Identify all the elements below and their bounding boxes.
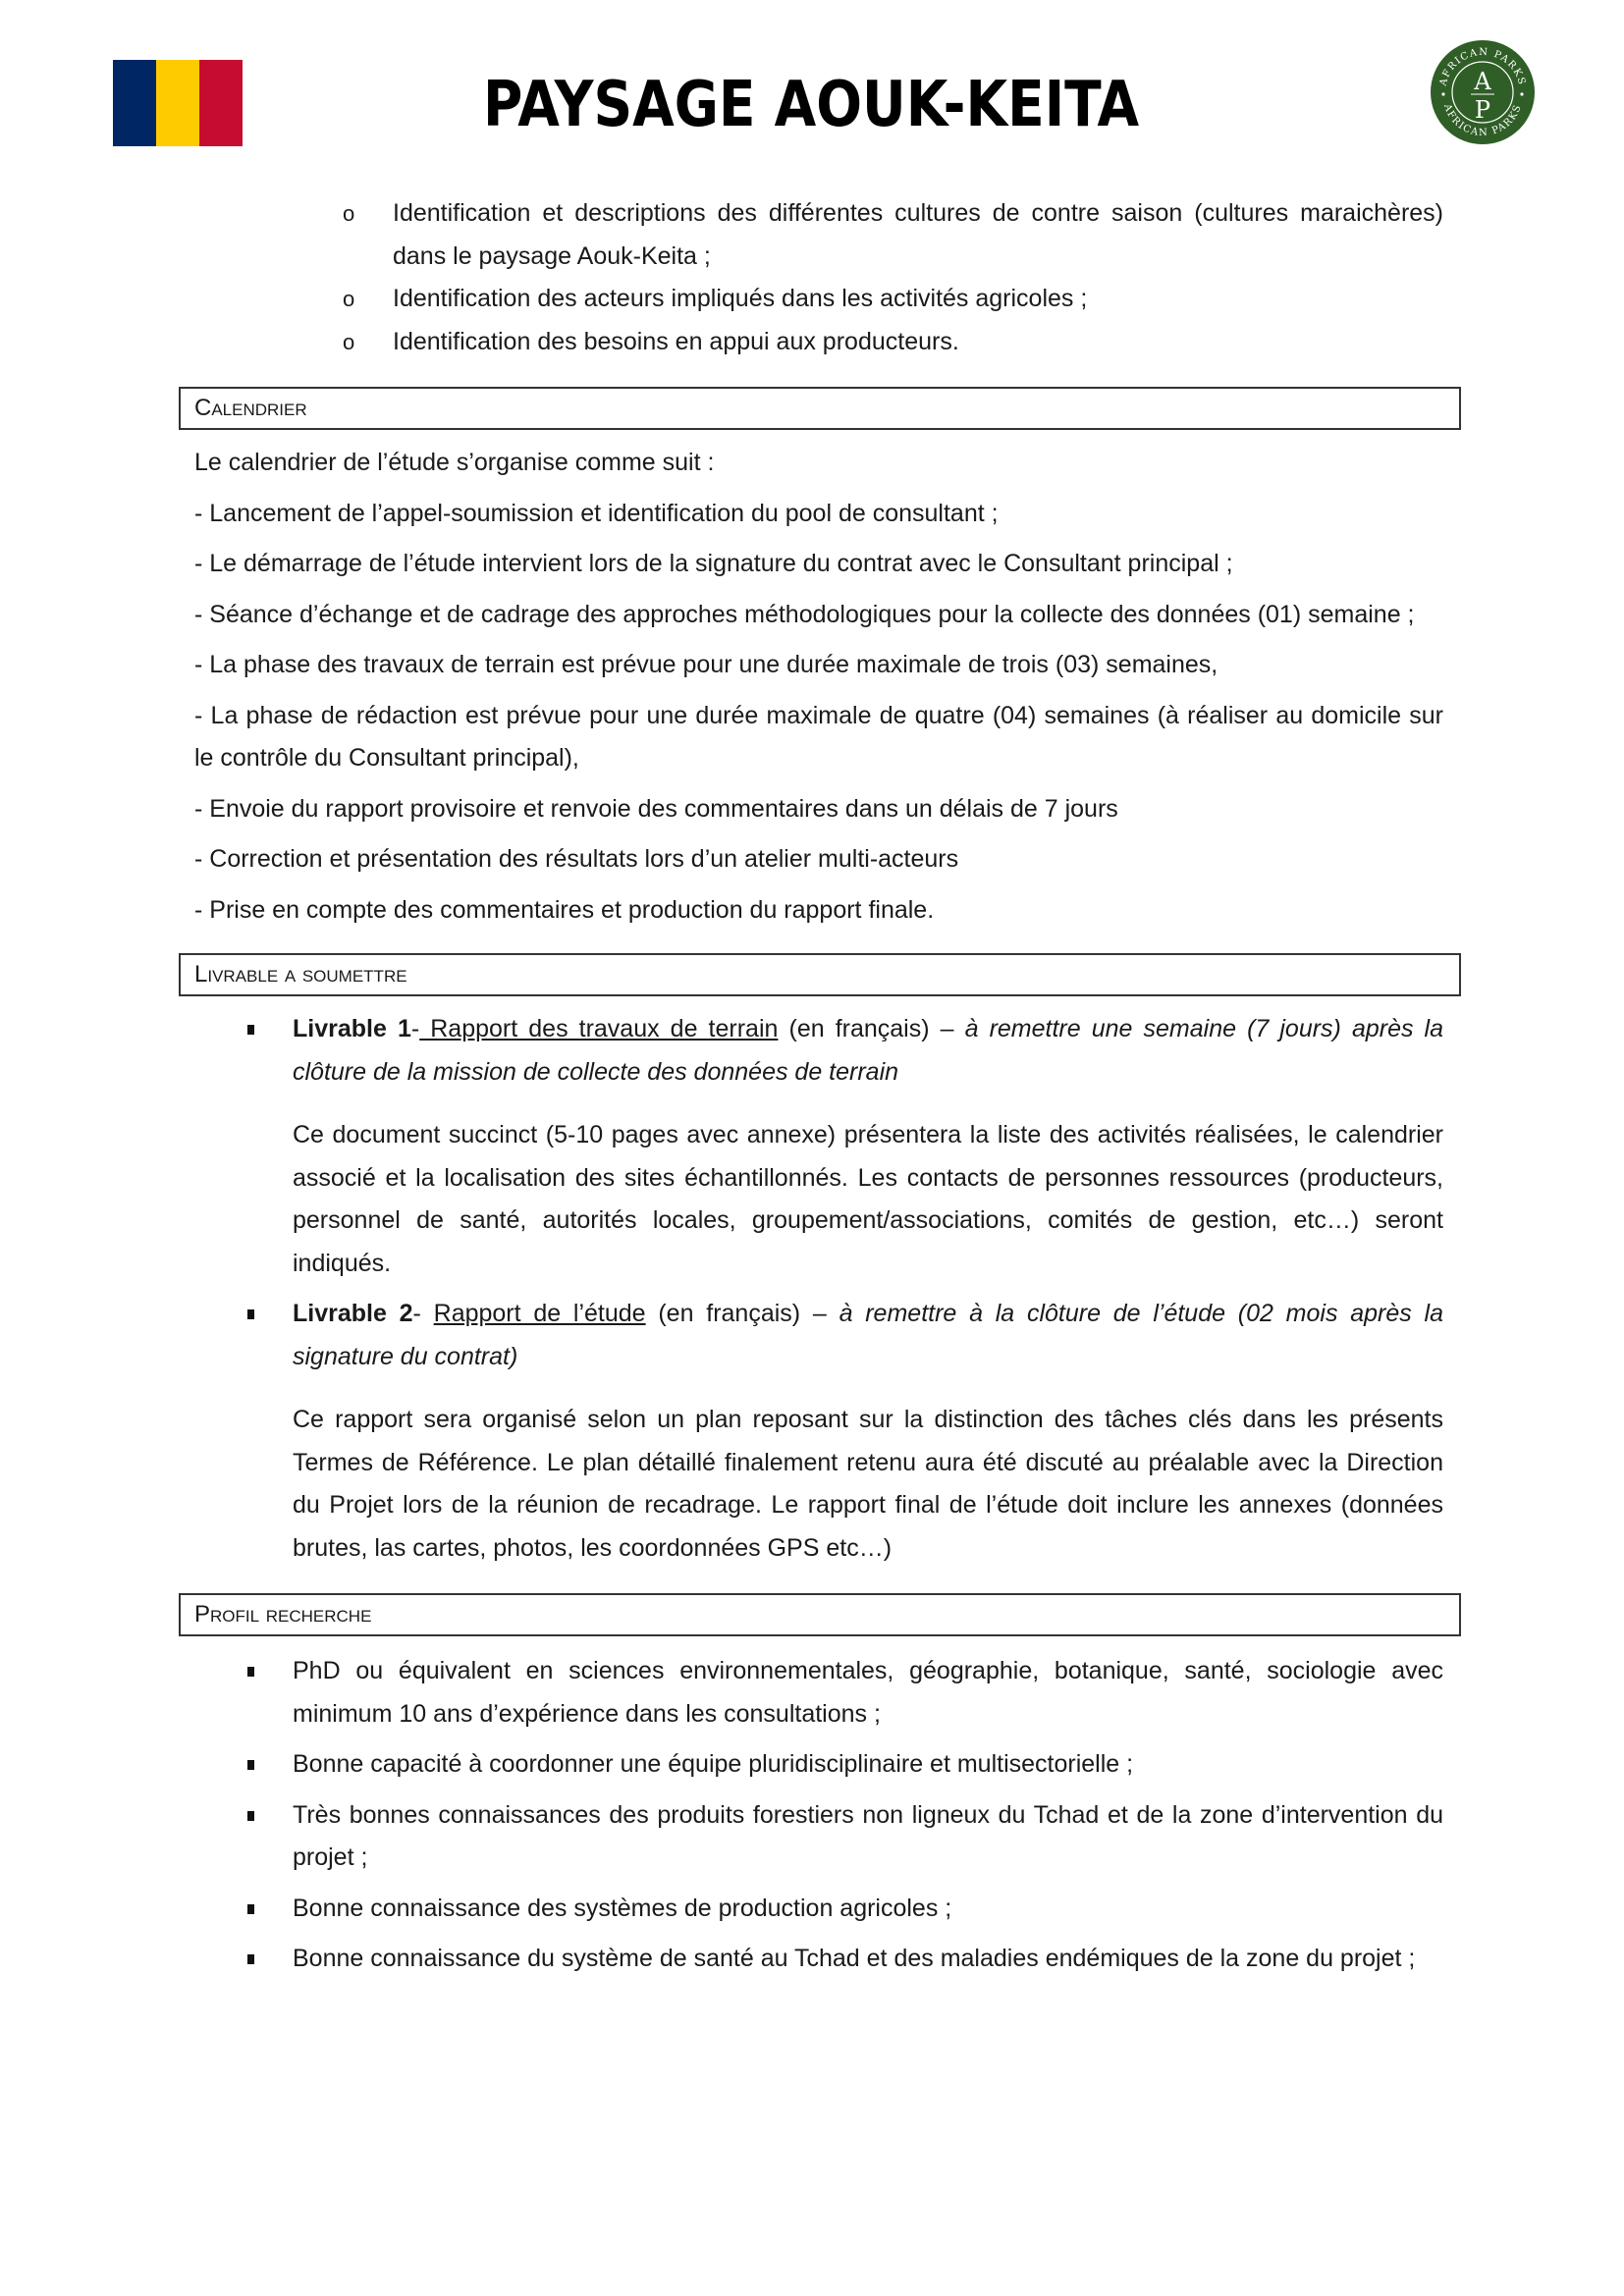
livrable-deadline: à remettre à la clôture de l’étude (02 mois après la signature du contrat) — [293, 1300, 1443, 1370]
calendrier-item: - Séance d’échange et de cadrage des approches méthodologiques pour la collecte des données (01) semaine ; — [194, 600, 1415, 628]
section-heading-livrables: Livrable a soumettre — [179, 953, 1461, 996]
list-item: o Identification des besoins en appui aux producteurs. — [179, 321, 1461, 364]
calendrier-item: - Correction et présentation des résultats lors d’un atelier multi-acteurs — [194, 845, 959, 873]
african-parks-logo — [1430, 39, 1536, 145]
section-heading-calendrier: Calendrier — [179, 387, 1461, 430]
livrable-title: Rapport de l’étude — [433, 1300, 646, 1327]
calendrier-item: - Le démarrage de l’étude intervient lors de la signature du contrat avec le Consultant principal ; — [194, 550, 1233, 577]
list-item: o Identification des acteurs impliqués dans les activités agricoles ; — [179, 278, 1461, 321]
logo-monogram-a: A — [1474, 68, 1491, 95]
circle-bullet-icon: o — [343, 287, 355, 311]
livrable-label: Livrable 1 — [293, 1015, 411, 1042]
livrable-label: Livrable 2 — [293, 1300, 413, 1327]
livrable-item: Livrable 1- Rapport des travaux de terrain (en français) – à remettre une semaine (7 jours) après la clôture de la mission de collecte des données de terrain Ce document succinct (5-10 pages avec annexe) présentera la liste des activités réalisées, le calendrier associé et la localisation des sites échantillonnés. Les contacts de personnes ressources (producteurs, personnel de santé, autorités locales, groupement/associations, comités de gestion, etc…) seront indiqués. — [179, 1008, 1461, 1285]
section-heading-profil: Profil recherche — [179, 1593, 1461, 1636]
square-bullet-icon — [247, 1025, 254, 1035]
list-item: o Identification et descriptions des différentes cultures de contre saison (cultures maraichères) dans le paysage Aouk-Keita ; — [179, 192, 1461, 278]
livrable-title: Rapport des travaux de terrain — [419, 1015, 779, 1042]
livrable-description: Ce document succinct (5-10 pages avec annexe) présentera la liste des activités réalisées, le calendrier associé et la localisation des sites échantillonnés. Les contacts de personnes ressources (producteurs, personnel de santé, autorités locales, groupement/associations, comités de gestion, etc…) seront indiqués. — [293, 1121, 1443, 1277]
profil-item: Bonne connaissance du système de santé au Tchad et des maladies endémiques de la zone du projet ; — [179, 1938, 1461, 1981]
document-body — [179, 192, 1461, 1981]
livrable-deadline: à remettre une semaine (7 jours) après la clôture de la mission de collecte des données de terrain — [293, 1015, 1444, 1086]
square-bullet-icon — [247, 1667, 254, 1677]
circle-bullet-icon: o — [343, 201, 355, 226]
livrables-list — [179, 1008, 1461, 1570]
profil-item: Très bonnes connaissances des produits forestiers non ligneux du Tchad et de la zone d’intervention du projet ; — [179, 1794, 1461, 1880]
logo-ring-text-top: AFRICAN PARKS — [1437, 46, 1528, 87]
logo-ring-text-bottom: AFRICAN PARKS — [1441, 102, 1524, 139]
profil-list — [179, 1650, 1461, 1981]
profil-item: Bonne capacité à coordonner une équipe pluridisciplinaire et multisectorielle ; — [179, 1743, 1461, 1787]
circle-bullet-icon: o — [343, 329, 355, 354]
square-bullet-icon — [247, 1954, 254, 1964]
objectives-list — [179, 192, 1461, 363]
livrable-description: Ce rapport sera organisé selon un plan reposant sur la distinction des tâches clés dans les présents Termes de Référence. Le plan détaillé finalement retenu aura été discuté au préalable avec la Direction du Projet lors de la réunion de recadrage. Le rapport final de l’étude doit inclure les annexes (données brutes, las cartes, photos, les coordonnées GPS etc…) — [293, 1406, 1443, 1562]
calendrier-list — [179, 442, 1461, 932]
square-bullet-icon — [247, 1309, 254, 1319]
square-bullet-icon — [247, 1811, 254, 1821]
calendrier-item: - Envoie du rapport provisoire et renvoie des commentaires dans un délais de 7 jours — [194, 794, 1118, 823]
calendrier-item: - La phase de rédaction est prévue pour une durée maximale de quatre (04) semaines (à réaliser au domicile sur le contrôle du Consultant principal), — [194, 701, 1443, 772]
square-bullet-icon — [247, 1904, 254, 1914]
profil-item: Bonne connaissance des systèmes de production agricoles ; — [179, 1888, 1461, 1931]
calendrier-item: - La phase des travaux de terrain est prévue pour une durée maximale de trois (03) semaines, — [194, 651, 1218, 678]
calendrier-item: - Prise en compte des commentaires et production du rapport finale. — [194, 895, 935, 924]
page-title: PAYSAGE AOUK-KEITA — [483, 69, 1140, 141]
square-bullet-icon — [247, 1760, 254, 1770]
livrable-item: Livrable 2- Rapport de l’étude (en français) – à remettre à la clôture de l’étude (02 mois après la signature du contrat) Ce rapport sera organisé selon un plan reposant sur la distinction des tâches clés dans les présents Termes de Référence. Le plan détaillé finalement retenu aura été discuté au préalable avec la Direction du Projet lors de la réunion de recadrage. Le rapport final de l’étude doit inclure les annexes (données brutes, las cartes, photos, les coordonnées GPS etc…) — [179, 1293, 1461, 1570]
calendrier-item: - Lancement de l’appel-soumission et identification du pool de consultant ; — [194, 499, 999, 527]
calendrier-item: Le calendrier de l’étude s’organise comme suit : — [194, 449, 715, 476]
logo-monogram-p: P — [1474, 96, 1491, 124]
profil-item: PhD ou équivalent en sciences environnementales, géographie, botanique, santé, sociologie avec minimum 10 ans d’expérience dans les consultations ; — [179, 1650, 1461, 1735]
